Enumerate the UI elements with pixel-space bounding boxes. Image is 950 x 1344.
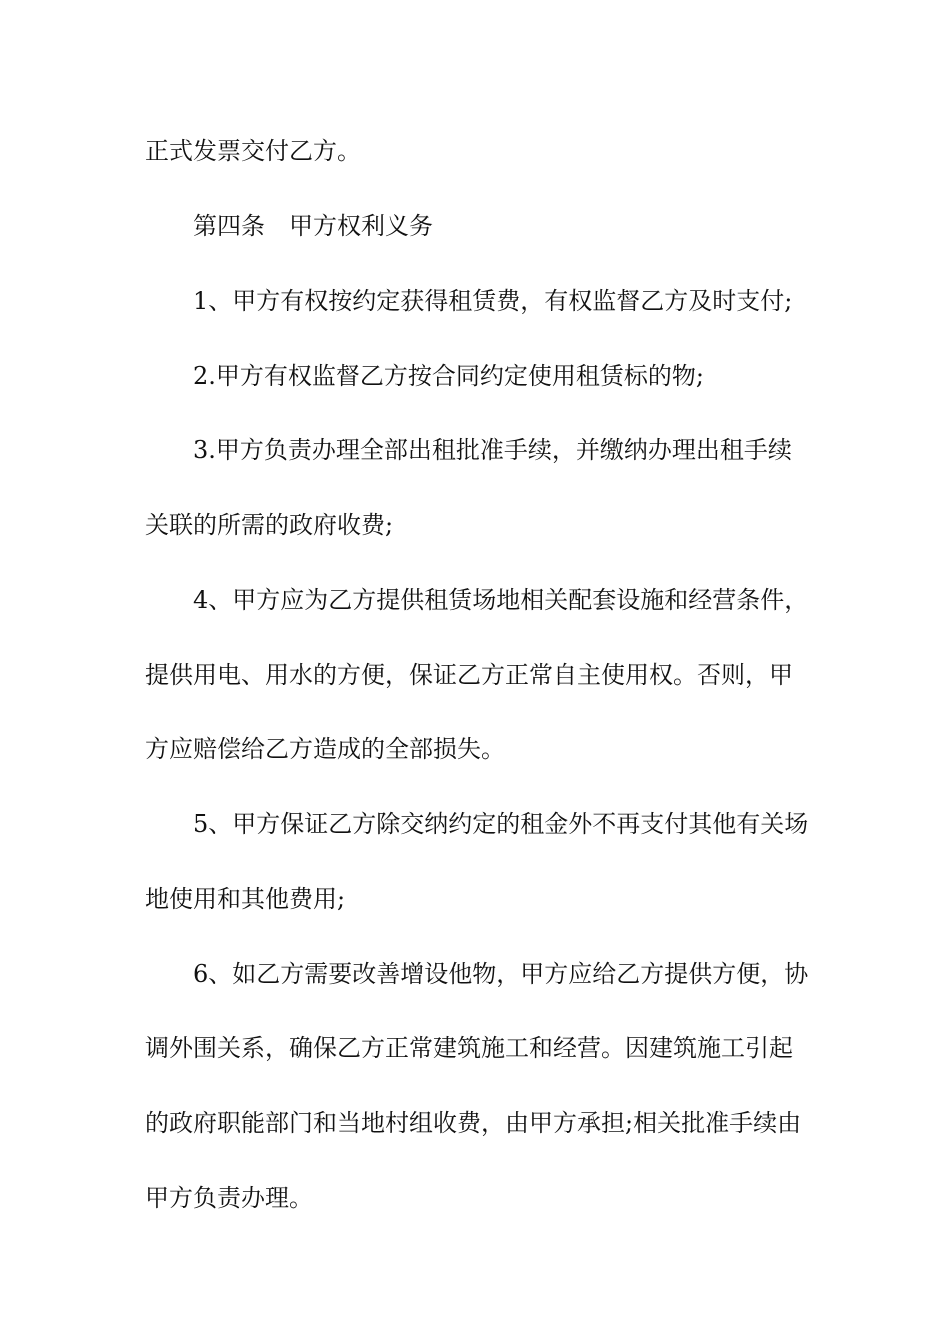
text-line: 的政府职能部门和当地村组收费，由甲方承担;相关批准手续由 [145,1109,802,1137]
text-line: 方应赔偿给乙方造成的全部损失。 [145,735,505,763]
text-line: 2.甲方有权监督乙方按合同约定使用租赁标的物; [193,362,704,390]
text-line: 调外围关系，确保乙方正常建筑施工和经营。因建筑施工引起 [145,1034,793,1062]
text-line: 地使用和其他费用; [145,885,346,913]
text-line: 1、甲方有权按约定获得租赁费，有权监督乙方及时支付; [193,287,793,315]
text-line: 正式发票交付乙方。 [145,137,361,165]
text-line: 提供用电、用水的方便，保证乙方正常自主使用权。否则，甲 [145,661,793,689]
text-line: 关联的所需的政府收费; [145,511,394,539]
text-line: 6、如乙方需要改善增设他物，甲方应给乙方提供方便，协 [193,960,809,988]
text-line: 4、甲方应为乙方提供租赁场地相关配套设施和经营条件， [193,586,809,614]
section-heading: 第四条 甲方权利义务 [193,212,433,240]
text-line: 3.甲方负责办理全部出租批准手续，并缴纳办理出租手续 [193,436,792,464]
text-line: 甲方负责办理。 [145,1184,313,1212]
text-line: 5、甲方保证乙方除交纳约定的租金外不再支付其他有关场 [193,810,809,838]
